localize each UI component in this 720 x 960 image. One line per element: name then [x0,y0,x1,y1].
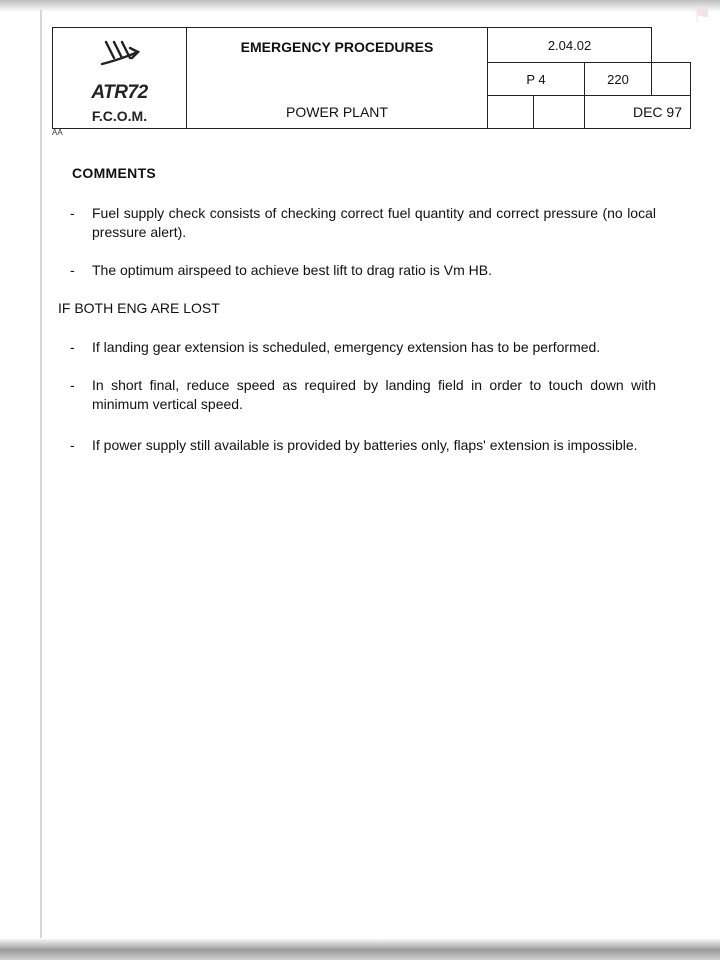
section-heading: IF BOTH ENG ARE LOST [58,300,220,316]
list-dash: - [70,339,75,355]
atr-arrows-logo-icon [100,36,140,76]
list-item-text: In short final, reduce speed as required by landing field in order to touch down with minimum vertical speed. [92,377,656,412]
comments-heading: COMMENTS [72,165,157,181]
page-top-shadow [0,0,720,12]
page-bottom-shadow [0,938,720,960]
logo-block [53,28,187,129]
reference-number: 2.04.02 [488,28,652,63]
chapter-title: EMERGENCY PROCEDURES [240,39,434,55]
manual-name: F.C.O.M. [91,108,148,124]
list-dash: - [70,262,75,278]
revision-date: DEC 97 [585,96,691,129]
section-title: POWER PLANT [286,104,388,120]
page-left-edge [40,10,42,940]
document-header [52,27,691,129]
list-item-text: Fuel supply check consists of checking correct fuel quantity and correct pressure (no local pressure alert). [92,205,656,240]
margin-note: AA [52,128,63,137]
revision-code: 220 [585,63,652,96]
page-number: P 4 [488,63,585,96]
list-item-text: The optimum airspeed to achieve best lift to drag ratio is Vm HB. [92,262,492,278]
title-block [187,28,488,129]
empty-cell [488,96,534,129]
list-item-text: If landing gear extension is scheduled, emergency extension has to be performed. [92,339,601,355]
empty-cell [533,96,584,129]
logo-brand: ATR72 [91,82,148,103]
bookmark-icon[interactable]: ⚑ [692,2,712,27]
list-dash: - [70,377,75,393]
list-dash: - [70,437,75,453]
empty-cell [652,63,691,96]
list-dash: - [70,205,75,221]
list-item-text: If power supply still available is provided by batteries only, flaps' extension is impossible. [92,437,638,453]
